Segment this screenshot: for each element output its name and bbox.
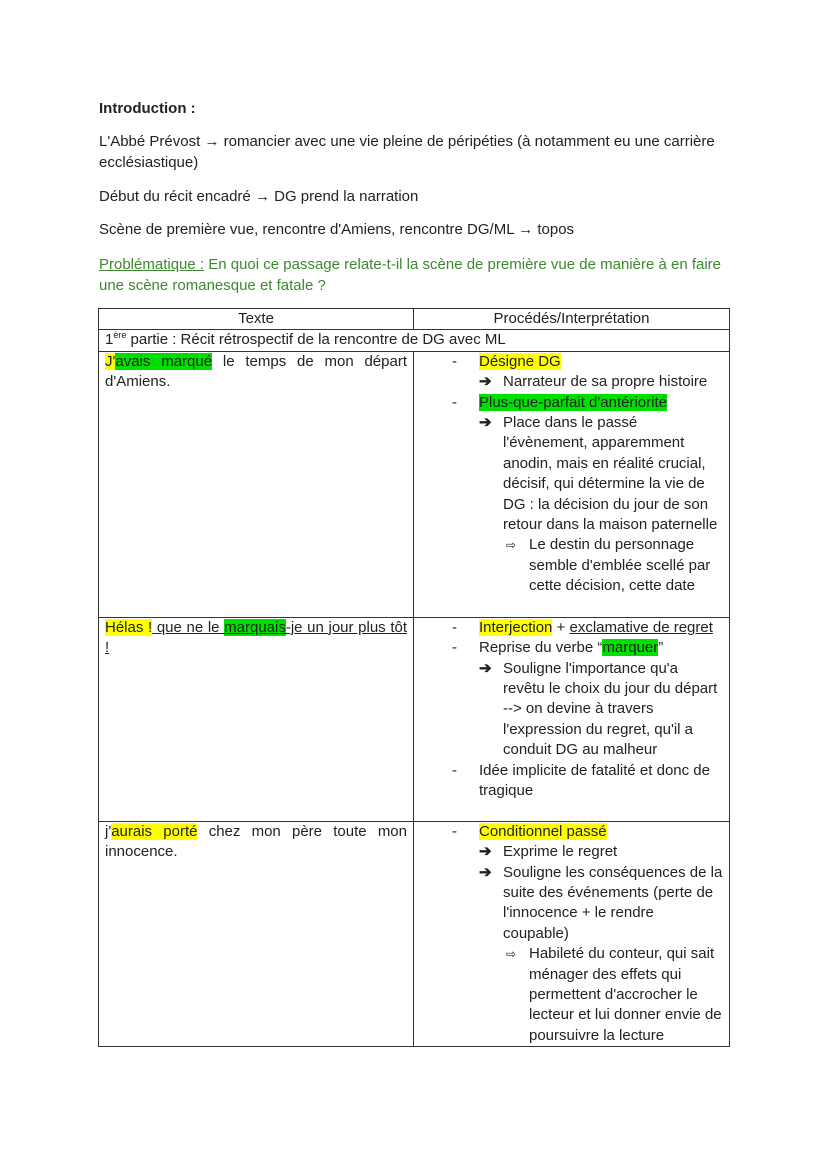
text-segment: Reprise du verbe “ [479,639,603,657]
text-segment: avais marqué [115,352,213,370]
arrow-icon: ➔ [479,373,492,391]
arrow-item [420,842,723,862]
text-segment: que ne le [156,618,225,636]
part-sup: ère [113,330,127,341]
part-title: partie : Récit rétrospectif de la rencontre de DG avec ML [126,331,506,349]
text-segment: + [552,618,570,636]
text-segment: j' [105,822,112,840]
quote-cell [99,821,414,1046]
text-segment: Souligne les conséquences de la suite des événements (perte de l'innocence + le rendre coupable) [503,863,723,942]
arrow-icon: → [254,188,270,205]
text: Début du récit encadré [99,188,251,205]
bullet-item [420,618,723,638]
text-segment: ” [658,639,664,657]
text-segment: marquais [224,618,286,636]
text-segment: Désigne DG [479,352,561,370]
part-number: 1 [105,331,114,349]
text-segment: Habileté du conteur, qui sait ménager des effets qui permettent d'accrocher le lecteur et lui donner envie de poursuivre la lecture [529,945,722,1044]
text-segment: Interjection [479,618,553,636]
text: Scène de première vue, rencontre d'Amiens, rencontre DG/ML [99,221,515,238]
intro-line-2 [99,186,729,207]
text: L'Abbé Prévost [99,133,201,150]
analysis-cell [414,351,730,617]
bullet-item [420,761,723,802]
arrow-item [420,372,723,392]
analysis-cell [414,821,730,1046]
table-row [99,821,730,1046]
outline-arrow-icon: ⇨ [506,947,517,962]
text-segment: marquer [602,639,659,657]
arrow-icon: ➔ [479,659,492,677]
arrow-icon: ➔ [479,843,492,861]
text: DG prend la narration [274,188,419,205]
arrow-item [420,659,723,761]
text-segment: Narrateur de sa propre histoire [503,373,708,391]
arrow-item [420,535,723,596]
text-segment: Idée implicite de fatalité et donc de tragique [479,761,710,800]
text-segment: chez mon père toute mon innocence. [105,822,407,861]
table-row [99,617,730,821]
text-segment: J' [105,352,116,370]
intro-title: Introduction : [99,100,196,117]
part-row [99,330,730,351]
problematique [99,254,729,296]
text-segment: Exprime le regret [503,843,618,861]
text-segment: Le destin du personnage semble d'emblée scellé par cette décision, cette date [529,536,711,595]
arrow-item [420,413,723,535]
intro-line-3 [99,219,729,240]
bullet-item [420,822,723,842]
arrow-item [420,863,723,945]
text: romancier avec une vie pleine de péripéties (à notamment eu une carrière ecclésiastique) [99,133,715,171]
table-row [99,351,730,617]
header-texte: Texte [99,309,414,330]
intro-line-1 [99,131,729,173]
bullet-item [420,393,723,413]
text: topos [537,221,575,238]
arrow-icon: → [204,133,220,150]
quote-cell [99,617,414,821]
bullet-item [420,638,723,658]
problematique-text: En quoi ce passage relate-t-il la scène de première vue de manière à en faire une scène romanesque et fatale ? [99,256,722,294]
text-segment: exclamative de regret [569,618,713,636]
table-header [99,309,730,330]
text-segment: Souligne l'importance qu'a revêtu le choix du jour du départ --> on devine à travers l'expression du regret, qu'il a conduit DG au malheur [503,659,718,759]
header-procedes: Procédés/Interprétation [414,309,730,330]
text-segment: Plus-que-parfait d'antériorité [479,393,667,411]
outline-arrow-icon: ⇨ [506,538,517,553]
analysis-cell [414,617,730,821]
arrow-item [420,944,723,1046]
text-segment: aurais porté [111,822,198,840]
text-segment: Hélas ! [105,618,153,636]
arrow-icon: ➔ [479,863,492,881]
text-segment: Conditionnel passé [479,822,607,840]
text-segment: Place dans le passé l'évènement, apparemment anodin, mais en réalité crucial, décisif, qui détermine la vie de DG : la décision du jour de son retour dans la maison paternelle [503,414,718,534]
analysis-table [98,308,730,1047]
quote-cell [99,351,414,617]
text-segment: -je un jour plus tôt ! [105,618,408,657]
arrow-icon: ➔ [479,414,492,432]
arrow-icon: → [518,221,534,238]
text-segment: le temps de mon départ d'Amiens. [105,352,407,391]
bullet-item [420,352,723,372]
problematique-label: Problématique : [99,256,205,273]
